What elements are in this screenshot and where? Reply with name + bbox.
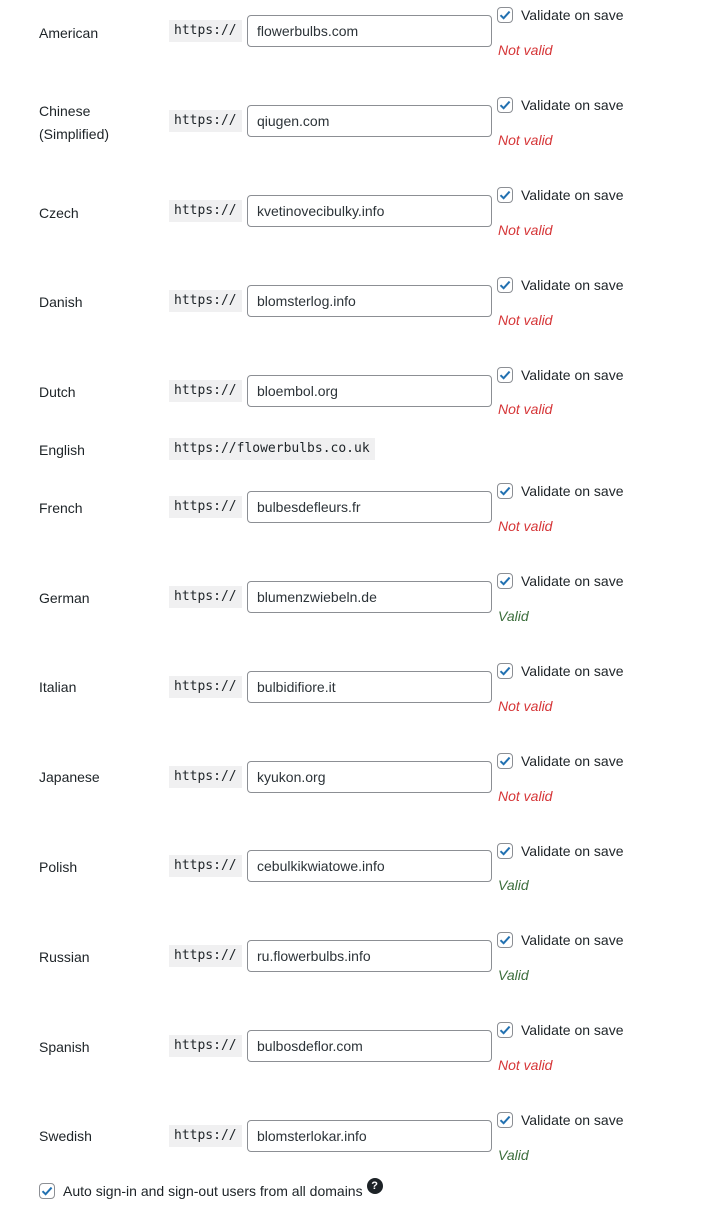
validation-status: Valid <box>498 967 529 983</box>
domain-input-czech[interactable] <box>247 195 492 227</box>
validate-label: Validate on save <box>521 753 624 769</box>
validation-status: Not valid <box>498 42 553 58</box>
checkbox-checked-icon[interactable] <box>497 367 513 383</box>
checkbox-checked-icon[interactable] <box>497 753 513 769</box>
checkbox-checked-icon[interactable] <box>497 7 513 23</box>
validate-on-save-italian[interactable] <box>497 662 623 680</box>
language-label: Japanese <box>39 769 100 785</box>
protocol-prefix: https:// <box>169 20 242 42</box>
domain-input-polish[interactable] <box>247 850 492 882</box>
language-label: Dutch <box>39 384 76 400</box>
domain-input-dutch[interactable] <box>247 375 492 407</box>
validation-status: Not valid <box>498 788 553 804</box>
checkbox-checked-icon[interactable] <box>497 1022 513 1038</box>
validate-label: Validate on save <box>521 483 624 499</box>
validate-label: Validate on save <box>521 277 624 293</box>
domain-input-chinese-simplified[interactable] <box>247 105 492 137</box>
language-label: Chinese (Simplified) <box>39 103 110 142</box>
domain-input-german[interactable] <box>247 581 492 613</box>
validate-label: Validate on save <box>521 663 624 679</box>
validation-status: Valid <box>498 877 529 893</box>
protocol-prefix: https:// <box>169 110 242 132</box>
checkbox-checked-icon[interactable] <box>497 573 513 589</box>
validate-on-save-russian[interactable] <box>497 931 623 949</box>
validate-on-save-dutch[interactable] <box>497 366 623 384</box>
domain-input-russian[interactable] <box>247 940 492 972</box>
language-label: German <box>39 590 90 606</box>
protocol-prefix: https:// <box>169 855 242 877</box>
checkbox-checked-icon[interactable] <box>497 663 513 679</box>
auto-sign-in-label: Auto sign-in and sign-out users from all domains <box>63 1183 363 1199</box>
checkbox-checked-icon[interactable] <box>497 483 513 499</box>
validate-on-save-german[interactable] <box>497 572 623 590</box>
domain-input-italian[interactable] <box>247 671 492 703</box>
validate-on-save-spanish[interactable] <box>497 1021 623 1039</box>
validate-label: Validate on save <box>521 843 624 859</box>
language-label: Italian <box>39 679 77 695</box>
validate-on-save-american[interactable] <box>497 6 623 24</box>
protocol-prefix: https:// <box>169 586 242 608</box>
validation-status: Valid <box>498 1147 529 1163</box>
validation-status: Valid <box>498 608 529 624</box>
validation-status: Not valid <box>498 401 553 417</box>
validate-on-save-danish[interactable] <box>497 276 623 294</box>
protocol-prefix: https:// <box>169 496 242 518</box>
validate-label: Validate on save <box>521 97 624 113</box>
default-domain-display: https://flowerbulbs.co.uk <box>169 438 375 460</box>
language-label: Czech <box>39 205 79 221</box>
protocol-prefix: https:// <box>169 766 242 788</box>
protocol-prefix: https:// <box>169 676 242 698</box>
validate-label: Validate on save <box>521 7 624 23</box>
validate-on-save-chinese-simplified[interactable] <box>497 96 623 114</box>
domain-input-swedish[interactable] <box>247 1120 492 1152</box>
language-label: Spanish <box>39 1039 90 1055</box>
domain-input-danish[interactable] <box>247 285 492 317</box>
checkbox-checked-icon[interactable] <box>497 187 513 203</box>
validate-on-save-japanese[interactable] <box>497 752 623 770</box>
language-label: Swedish <box>39 1128 92 1144</box>
checkbox-checked-icon[interactable] <box>497 277 513 293</box>
validate-label: Validate on save <box>521 573 624 589</box>
checkbox-checked-icon[interactable] <box>39 1183 55 1199</box>
validation-status: Not valid <box>498 1057 553 1073</box>
domain-input-spanish[interactable] <box>247 1030 492 1062</box>
language-label: Polish <box>39 859 78 875</box>
validate-on-save-french[interactable] <box>497 482 623 500</box>
validation-status: Not valid <box>498 312 553 328</box>
validate-label: Validate on save <box>521 367 624 383</box>
validate-on-save-swedish[interactable] <box>497 1111 623 1129</box>
checkbox-checked-icon[interactable] <box>497 932 513 948</box>
domain-input-japanese[interactable] <box>247 761 492 793</box>
domain-input-american[interactable] <box>247 15 492 47</box>
validate-on-save-czech[interactable] <box>497 186 623 204</box>
language-label: English <box>39 442 85 458</box>
domain-input-french[interactable] <box>247 491 492 523</box>
language-label: Danish <box>39 294 83 310</box>
protocol-prefix: https:// <box>169 200 242 222</box>
protocol-prefix: https:// <box>169 290 242 312</box>
language-label: American <box>39 25 99 41</box>
validation-status: Not valid <box>498 222 553 238</box>
validate-on-save-polish[interactable] <box>497 842 623 860</box>
protocol-prefix: https:// <box>169 380 242 402</box>
validation-status: Not valid <box>498 518 553 534</box>
language-label: French <box>39 500 83 516</box>
validate-label: Validate on save <box>521 932 624 948</box>
checkbox-checked-icon[interactable] <box>497 843 513 859</box>
help-icon[interactable]: ? <box>367 1178 383 1194</box>
validation-status: Not valid <box>498 698 553 714</box>
checkbox-checked-icon[interactable] <box>497 97 513 113</box>
checkbox-checked-icon[interactable] <box>497 1112 513 1128</box>
protocol-prefix: https:// <box>169 945 242 967</box>
protocol-prefix: https:// <box>169 1035 242 1057</box>
auto-sign-in-option[interactable] <box>39 1180 383 1199</box>
language-label: Russian <box>39 949 90 965</box>
validate-label: Validate on save <box>521 187 624 203</box>
validate-label: Validate on save <box>521 1022 624 1038</box>
validate-label: Validate on save <box>521 1112 624 1128</box>
validation-status: Not valid <box>498 132 553 148</box>
protocol-prefix: https:// <box>169 1125 242 1147</box>
